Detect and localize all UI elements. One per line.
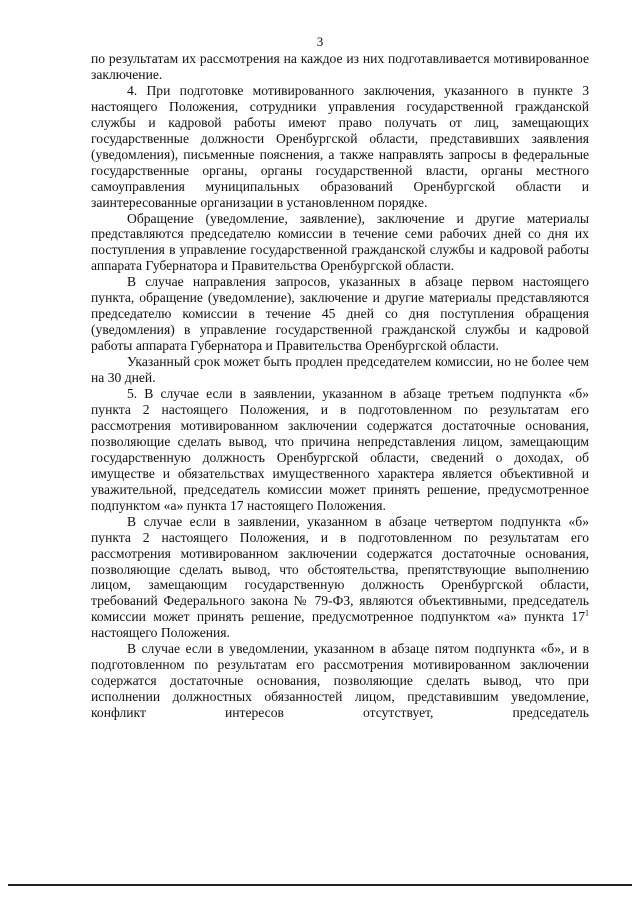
footnote-superscript: 1	[585, 608, 589, 618]
paragraph-federal-law-text-end: настоящего Положения.	[91, 625, 230, 641]
page-bottom-rule	[8, 884, 632, 886]
paragraph-notification-case: В случае если в уведомлении, указанном в абзаце пятом подпункта «б», и в подготовленном по результатам его рассмотрения мотивированном заключении содержатся достаточные основания, позволяющие сделать вывод, что при исполнении должностных обязанностей лицом, представившим уведомление, конфликт интересов отсутствует, председатель	[91, 641, 589, 721]
paragraph-deadline-extension: Указанный срок может быть продлен председателем комиссии, но не более чем на 30 дней.	[91, 354, 589, 386]
paragraph-continuation: по результатам их рассмотрения на каждое из них подготавливается мотивированное заключение.	[91, 51, 589, 82]
document-body	[91, 51, 589, 721]
paragraph-federal-law-text: В случае если в заявлении, указанном в абзаце четвертом подпункта «б» пункта 2 настоящего Положения, и в подготовленном по результатам его рассмотрения мотивированном заключении содержатся достаточные основания, позволяющие сделать вывод, что обстоятельства, препятствующие выполнению лицом, замещающим государственную должность Оренбургской области, требований Федерального закона № 79-ФЗ, являются объективными, председатель комиссии может принять решение, предусмотренное подпунктом «а» пункта 17	[91, 513, 589, 625]
paragraph-item-4: 4. При подготовке мотивированного заключения, указанного в пункте 3 настоящего Положения, сотрудники управления государственной гражданской службы и кадровой работы имеют право получать от лиц, замещающих государственные должности Оренбургской области, представивших заявления (уведомления), письменные пояснения, а также направлять запросы в федеральные государственные органы, органы государственной власти, органы местного самоуправления муниципальных образований Оренбургской области и заинтересованные организации в установленном порядке.	[91, 82, 589, 210]
paragraph-requests-deadline: В случае направления запросов, указанных в абзаце первом настоящего пункта, обращение (уведомление), заключение и другие материалы представляются председателю комиссии в течение 45 дней со дня поступления обращения (уведомления) в управление государственной гражданской службы и кадровой работы аппарата Губернатора и Правительства Оренбургской области.	[91, 274, 589, 354]
page-number: 3	[316, 34, 324, 49]
paragraph-materials-deadline: Обращение (уведомление, заявление), заключение и другие материалы представляются председателю комиссии в течение семи рабочих дней со дня их поступления в управление государственной гражданской службы и кадровой работы аппарата Губернатора и Правительства Оренбургской области.	[91, 210, 589, 274]
paragraph-federal-law-case	[91, 514, 589, 642]
paragraph-item-5: 5. В случае если в заявлении, указанном в абзаце третьем подпункта «б» пункта 2 настоящего Положения, и в подготовленном по результатам его рассмотрения мотивированном заключении содержатся достаточные основания, позволяющие сделать вывод, что причина непредставления лицом, замещающим государственную должность Оренбургской области, сведений о доходах, об имуществе и обязательствах имущественного характера является объективной и уважительной, председатель комиссии может принять решение, предусмотренное подпунктом «а» пункта 17 настоящего Положения.	[91, 386, 589, 513]
